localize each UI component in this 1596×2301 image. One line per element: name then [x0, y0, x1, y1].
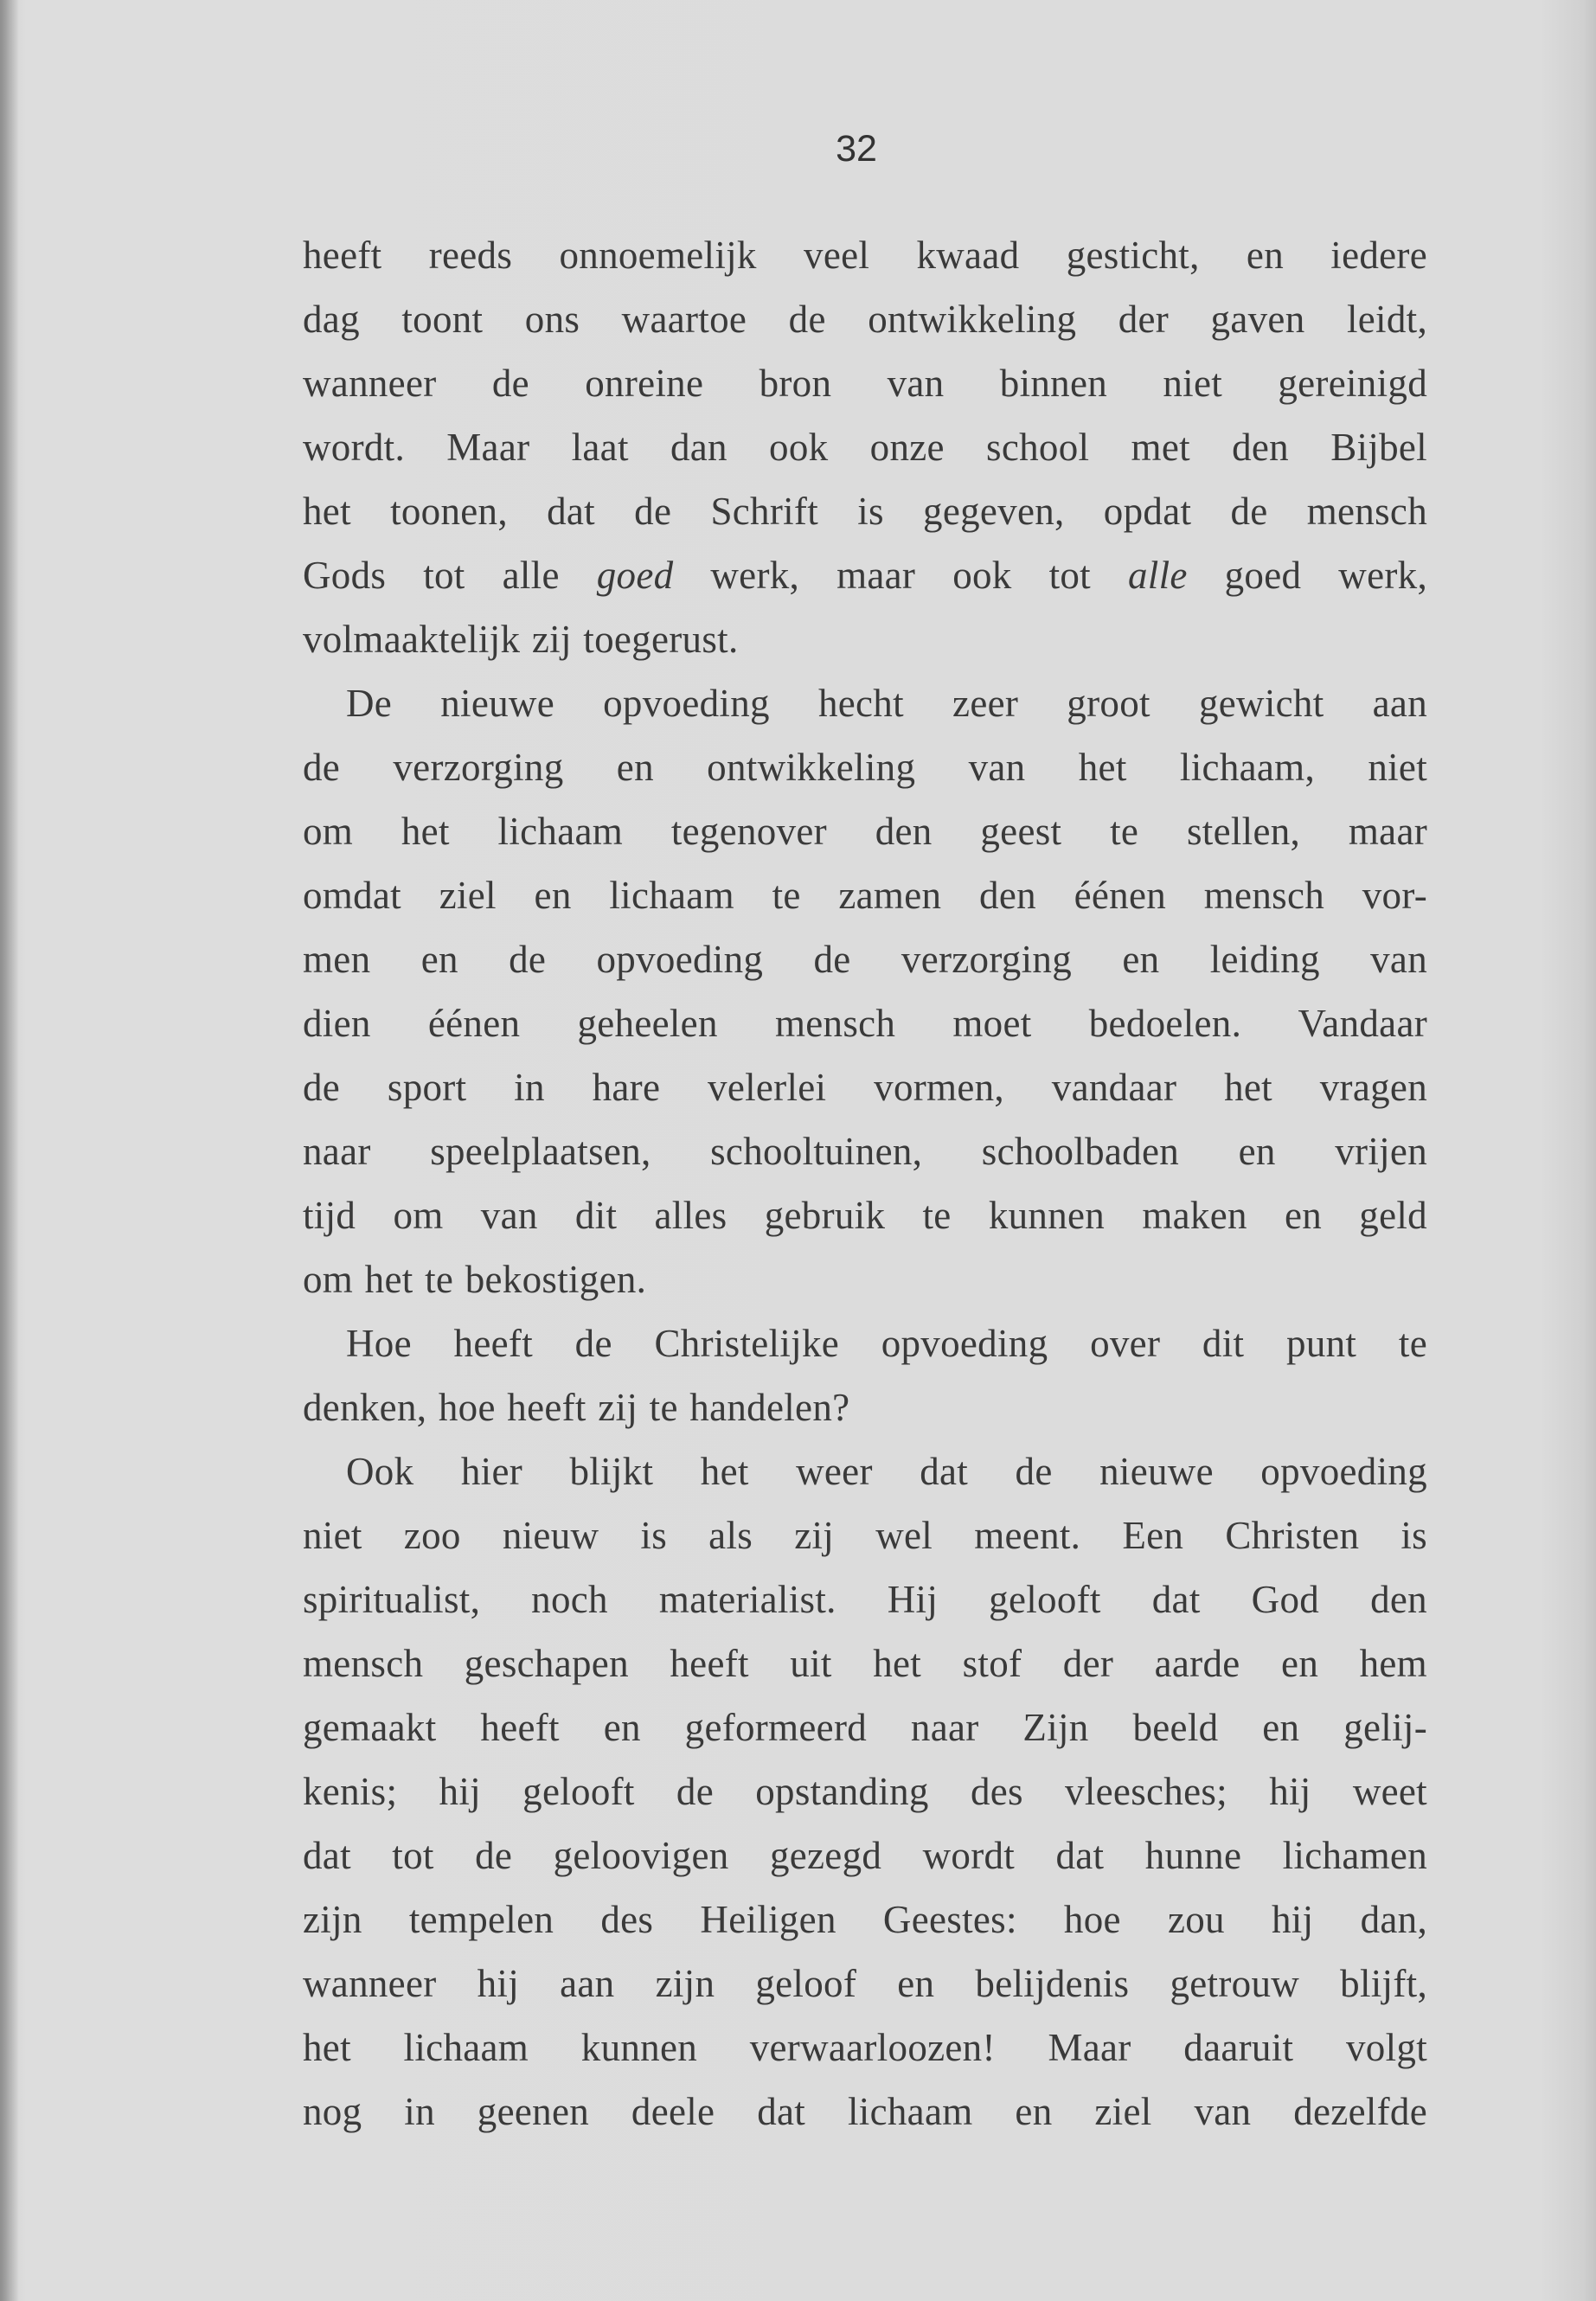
- text-line: nog in geenen deele dat lichaam en ziel van dezelfde: [303, 2090, 1427, 2133]
- text-line: het toonen, dat de Schrift is gegeven, opdat de mensch: [303, 490, 1427, 533]
- text-line: kenis; hij gelooft de opstanding des vleesches; hij weet: [303, 1770, 1427, 1813]
- text-line: naar speelplaatsen, schooltuinen, schoolbaden en vrijen: [303, 1130, 1427, 1173]
- text-line: volmaaktelijk zij toegerust.: [303, 618, 739, 661]
- text-line: wordt. Maar laat dan ook onze school met den Bijbel: [303, 426, 1427, 469]
- text-line: de verzorging en ontwikkeling van het lichaam, niet: [303, 746, 1427, 789]
- text-line: dag toont ons waartoe de ontwikkeling der gaven leidt,: [303, 298, 1427, 341]
- emphasis-goed: goed: [596, 554, 674, 597]
- text-line: men en de opvoeding de verzorging en leiding van: [303, 938, 1427, 981]
- text-line: zijn tempelen des Heiligen Geestes: hoe zou hij dan,: [303, 1898, 1427, 1941]
- text-line: Ook hier blijkt het weer dat de nieuwe opvoeding: [346, 1450, 1427, 1493]
- text-line: denken, hoe heeft zij te handelen?: [303, 1386, 850, 1429]
- text-line: om het lichaam tegenover den geest te stellen, maar: [303, 810, 1427, 853]
- body-text: [303, 223, 1427, 2144]
- text-line: dat tot de geloovigen gezegd wordt dat hunne lichamen: [303, 1834, 1427, 1877]
- emphasis-alle: alle: [1127, 554, 1188, 597]
- text-line: tijd om van dit alles gebruik te kunnen maken en geld: [303, 1194, 1427, 1237]
- text-line: de sport in hare velerlei vormen, vandaar het vragen: [303, 1066, 1427, 1109]
- text-line: heeft reeds onnoemelijk veel kwaad gesticht, en iedere: [303, 234, 1427, 277]
- text-line: dien éénen geheelen mensch moet bedoelen. Vandaar: [303, 1002, 1427, 1045]
- text-line: mensch geschapen heeft uit het stof der aarde en hem: [303, 1642, 1427, 1685]
- text-line: De nieuwe opvoeding hecht zeer groot gewicht aan: [346, 682, 1427, 725]
- text-line: gemaakt heeft en geformeerd naar Zijn beeld en gelij-: [303, 1706, 1427, 1749]
- text-line: niet zoo nieuw is als zij wel meent. Een Christen is: [303, 1514, 1427, 1557]
- text-line: het lichaam kunnen verwaarloozen! Maar daaruit volgt: [303, 2026, 1427, 2069]
- text-segment: goed werk,: [1187, 554, 1427, 597]
- text-segment: Gods tot alle: [303, 554, 597, 597]
- text-line: om het te bekostigen.: [303, 1258, 647, 1301]
- text-line: wanneer hij aan zijn geloof en belijdenis getrouw blijft,: [303, 1962, 1427, 2005]
- text-line: omdat ziel en lichaam te zamen den éénen mensch vor-: [303, 874, 1427, 917]
- text-line-with-emphasis: [303, 543, 1427, 607]
- binding-shadow: [0, 0, 19, 2301]
- text-line: Hoe heeft de Christelijke opvoeding over dit punt te: [346, 1322, 1427, 1365]
- text-line: wanneer de onreine bron van binnen niet gereinigd: [303, 362, 1427, 405]
- text-line: spiritualist, noch materialist. Hij gelooft dat God den: [303, 1578, 1427, 1621]
- page-number: 32: [836, 128, 877, 170]
- text-segment: werk, maar ook tot: [673, 554, 1128, 597]
